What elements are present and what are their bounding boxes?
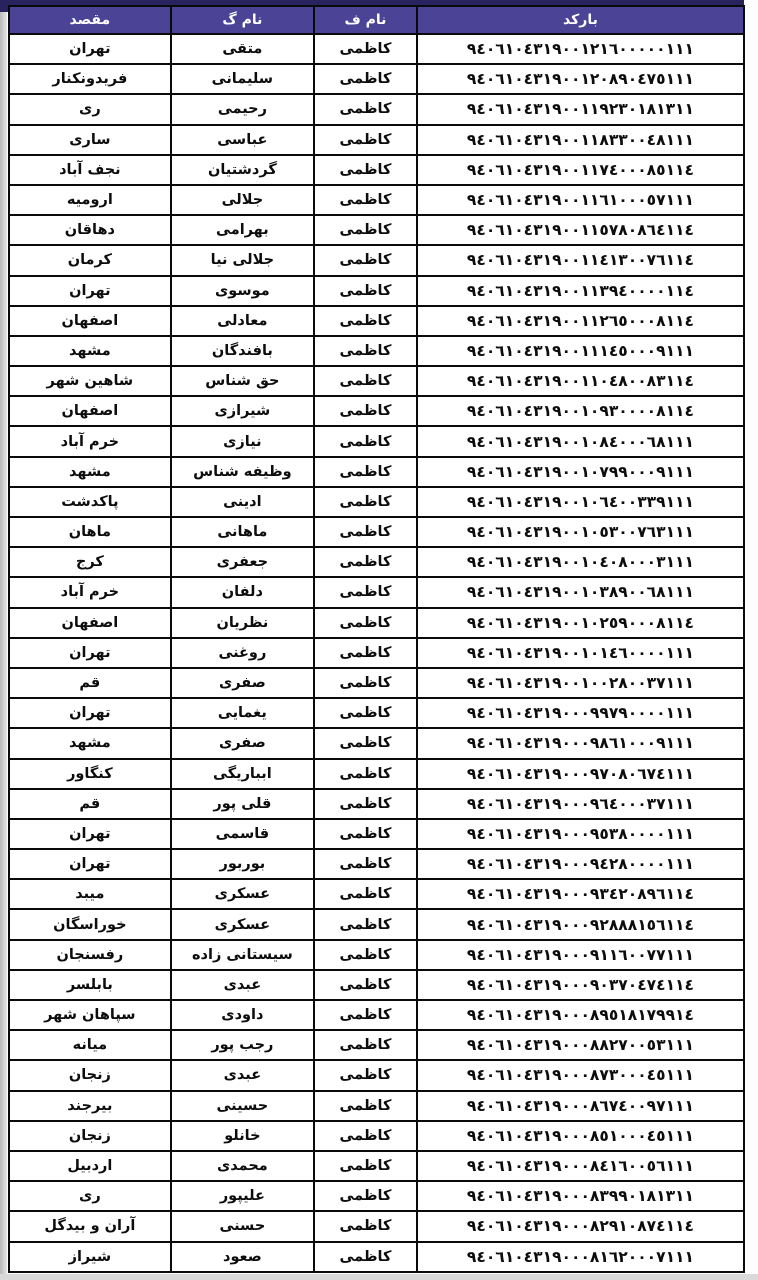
cell-barcode: ٩٤٠٦١٠٤٣١٩٠٠٠٨٦٧٤٠٠٩٧١١١ bbox=[417, 1091, 744, 1121]
cell-receiver: محمدی bbox=[171, 1151, 314, 1181]
cell-receiver: وظیفه شناس bbox=[171, 457, 314, 487]
cell-destination: میانه bbox=[9, 1030, 171, 1060]
cell-receiver: قلی پور bbox=[171, 789, 314, 819]
cell-sender: کاظمی bbox=[314, 276, 417, 306]
column-header-barcode: بارکد bbox=[417, 6, 744, 34]
cell-receiver: بهرامی bbox=[171, 215, 314, 245]
cell-receiver: رحیمی bbox=[171, 94, 314, 124]
cell-destination: دهاقان bbox=[9, 215, 171, 245]
cell-sender: کاظمی bbox=[314, 1181, 417, 1211]
table-row bbox=[9, 879, 744, 909]
cell-sender: کاظمی bbox=[314, 940, 417, 970]
cell-receiver: شیرازی bbox=[171, 396, 314, 426]
shipment-table-sheet bbox=[8, 5, 745, 1273]
cell-sender: کاظمی bbox=[314, 789, 417, 819]
cell-receiver: صعود bbox=[171, 1242, 314, 1272]
cell-sender: کاظمی bbox=[314, 1060, 417, 1090]
cell-barcode: ٩٤٠٦١٠٤٣١٩٠٠١١٢٦٥٠٠٠٨١١٤ bbox=[417, 306, 744, 336]
cell-sender: کاظمی bbox=[314, 487, 417, 517]
cell-receiver: ماهانی bbox=[171, 517, 314, 547]
cell-barcode: ٩٤٠٦١٠٤٣١٩٠٠٠٨٧٣٠٠٠٤٥١١١ bbox=[417, 1060, 744, 1090]
table-row bbox=[9, 789, 744, 819]
cell-sender: کاظمی bbox=[314, 759, 417, 789]
cell-receiver: معادلی bbox=[171, 306, 314, 336]
table-row bbox=[9, 1030, 744, 1060]
cell-receiver: عبدی bbox=[171, 1060, 314, 1090]
cell-barcode: ٩٤٠٦١٠٤٣١٩٠٠٠٩٤٢٨٠٠٠٠١١١ bbox=[417, 849, 744, 879]
cell-sender: کاظمی bbox=[314, 125, 417, 155]
cell-destination: بابلسر bbox=[9, 970, 171, 1000]
cell-destination: تهران bbox=[9, 819, 171, 849]
cell-sender: کاظمی bbox=[314, 34, 417, 64]
cell-receiver: موسوی bbox=[171, 276, 314, 306]
table-row bbox=[9, 1211, 744, 1241]
cell-barcode: ٩٤٠٦١٠٤٣١٩٠٠٠٩٠٣٧٠٤٧٤١١٤ bbox=[417, 970, 744, 1000]
column-header-receiver-name: نام گ bbox=[171, 6, 314, 34]
table-header-row bbox=[9, 6, 744, 34]
cell-destination: زنجان bbox=[9, 1060, 171, 1090]
cell-sender: کاظمی bbox=[314, 1000, 417, 1030]
table-row bbox=[9, 909, 744, 939]
cell-barcode: ٩٤٠٦١٠٤٣١٩٠٠٠٨٤١٦٠٠٥٦١١١ bbox=[417, 1151, 744, 1181]
cell-destination: فریدونکنار bbox=[9, 64, 171, 94]
cell-destination: خوراسگان bbox=[9, 909, 171, 939]
cell-barcode: ٩٤٠٦١٠٤٣١٩٠٠١٠٠٢٨٠٠٣٧١١١ bbox=[417, 668, 744, 698]
table-row bbox=[9, 940, 744, 970]
cell-sender: کاظمی bbox=[314, 396, 417, 426]
table-row bbox=[9, 215, 744, 245]
table-row bbox=[9, 547, 744, 577]
cell-barcode: ٩٤٠٦١٠٤٣١٩٠٠١٠٢٥٩٠٠٠٨١١٤ bbox=[417, 608, 744, 638]
cell-barcode: ٩٤٠٦١٠٤٣١٩٠٠١٠٨٤٠٠٠٦٨١١١ bbox=[417, 426, 744, 456]
cell-receiver: بوربور bbox=[171, 849, 314, 879]
table-row bbox=[9, 94, 744, 124]
cell-destination: کنگاور bbox=[9, 759, 171, 789]
cell-barcode: ٩٤٠٦١٠٤٣١٩٠٠٠٩٩٧٩٠٠٠٠١١١ bbox=[417, 698, 744, 728]
cell-sender: کاظمی bbox=[314, 1242, 417, 1272]
cell-barcode: ٩٤٠٦١٠٤٣١٩٠٠٠٩٥٣٨٠٠٠٠١١١ bbox=[417, 819, 744, 849]
column-header-sender-name: نام ف bbox=[314, 6, 417, 34]
cell-destination: مشهد bbox=[9, 728, 171, 758]
table-row bbox=[9, 1181, 744, 1211]
cell-receiver: عباسی bbox=[171, 125, 314, 155]
table-row bbox=[9, 276, 744, 306]
cell-receiver: خانلو bbox=[171, 1121, 314, 1151]
cell-receiver: ادینی bbox=[171, 487, 314, 517]
table-row bbox=[9, 1060, 744, 1090]
cell-destination: پاکدشت bbox=[9, 487, 171, 517]
cell-barcode: ٩٤٠٦١٠٤٣١٩٠٠١٠٦٤٠٠٣٣٩١١١ bbox=[417, 487, 744, 517]
cell-destination: ماهان bbox=[9, 517, 171, 547]
cell-sender: کاظمی bbox=[314, 1091, 417, 1121]
cell-sender: کاظمی bbox=[314, 1211, 417, 1241]
table-row bbox=[9, 849, 744, 879]
table-row bbox=[9, 668, 744, 698]
cell-destination: مشهد bbox=[9, 336, 171, 366]
cell-sender: کاظمی bbox=[314, 970, 417, 1000]
shipment-table bbox=[8, 5, 745, 1273]
cell-receiver: بافندگان bbox=[171, 336, 314, 366]
cell-destination: اصفهان bbox=[9, 306, 171, 336]
cell-sender: کاظمی bbox=[314, 608, 417, 638]
table-row bbox=[9, 638, 744, 668]
cell-receiver: سلیمانی bbox=[171, 64, 314, 94]
cell-receiver: حق شناس bbox=[171, 366, 314, 396]
cell-destination: شاهین شهر bbox=[9, 366, 171, 396]
table-row bbox=[9, 64, 744, 94]
cell-barcode: ٩٤٠٦١٠٤٣١٩٠٠١١٦١٠٠٠٥٧١١١ bbox=[417, 185, 744, 215]
cell-barcode: ٩٤٠٦١٠٤٣١٩٠٠٠٨١٦٢٠٠٠٧١١١ bbox=[417, 1242, 744, 1272]
table-row bbox=[9, 698, 744, 728]
cell-destination: میبد bbox=[9, 879, 171, 909]
cell-receiver: جلالی bbox=[171, 185, 314, 215]
cell-sender: کاظمی bbox=[314, 668, 417, 698]
cell-barcode: ٩٤٠٦١٠٤٣١٩٠٠١١٧٤٠٠٠٨٥١١٤ bbox=[417, 155, 744, 185]
table-row bbox=[9, 396, 744, 426]
cell-receiver: حسنی bbox=[171, 1211, 314, 1241]
cell-destination: اصفهان bbox=[9, 396, 171, 426]
cell-barcode: ٩٤٠٦١٠٤٣١٩٠٠١١١٤٥٠٠٠٩١١١ bbox=[417, 336, 744, 366]
table-row bbox=[9, 457, 744, 487]
cell-receiver: صفری bbox=[171, 668, 314, 698]
cell-receiver: عسکری bbox=[171, 879, 314, 909]
cell-destination: تهران bbox=[9, 638, 171, 668]
cell-receiver: حسینی bbox=[171, 1091, 314, 1121]
cell-sender: کاظمی bbox=[314, 1121, 417, 1151]
cell-receiver: رجب پور bbox=[171, 1030, 314, 1060]
cell-destination: آران و بیدگل bbox=[9, 1211, 171, 1241]
cell-sender: کاظمی bbox=[314, 457, 417, 487]
table-row bbox=[9, 1242, 744, 1272]
cell-barcode: ٩٤٠٦١٠٤٣١٩٠٠١١٤١٣٠٠٧٦١١٤ bbox=[417, 245, 744, 275]
cell-destination: رفسنجان bbox=[9, 940, 171, 970]
cell-sender: کاظمی bbox=[314, 1030, 417, 1060]
cell-sender: کاظمی bbox=[314, 64, 417, 94]
table-row bbox=[9, 1000, 744, 1030]
table-row bbox=[9, 970, 744, 1000]
table-row bbox=[9, 577, 744, 607]
cell-receiver: صفری bbox=[171, 728, 314, 758]
cell-barcode: ٩٤٠٦١٠٤٣١٩٠٠٠٩٢٨٨٨١٥٦١١٤ bbox=[417, 909, 744, 939]
cell-sender: کاظمی bbox=[314, 336, 417, 366]
cell-sender: کاظمی bbox=[314, 879, 417, 909]
cell-barcode: ٩٤٠٦١٠٤٣١٩٠٠١١٥٧٨٠٨٦٤١١٤ bbox=[417, 215, 744, 245]
cell-destination: تهران bbox=[9, 849, 171, 879]
cell-destination: اصفهان bbox=[9, 608, 171, 638]
table-row bbox=[9, 125, 744, 155]
cell-destination: قم bbox=[9, 789, 171, 819]
table-row bbox=[9, 185, 744, 215]
cell-destination: سپاهان شهر bbox=[9, 1000, 171, 1030]
cell-receiver: عسکری bbox=[171, 909, 314, 939]
cell-sender: کاظمی bbox=[314, 698, 417, 728]
column-header-destination: مقصد bbox=[9, 6, 171, 34]
cell-barcode: ٩٤٠٦١٠٤٣١٩٠٠٠٨٨٢٧٠٠٥٣١١١ bbox=[417, 1030, 744, 1060]
cell-barcode: ٩٤٠٦١٠٤٣١٩٠٠١٠٩٣٠٠٠٠٨١١٤ bbox=[417, 396, 744, 426]
table-row bbox=[9, 517, 744, 547]
cell-receiver: عبدی bbox=[171, 970, 314, 1000]
cell-sender: کاظمی bbox=[314, 909, 417, 939]
cell-receiver: نیازی bbox=[171, 426, 314, 456]
cell-destination: ری bbox=[9, 94, 171, 124]
table-header bbox=[9, 6, 744, 34]
cell-receiver: ابباریگی bbox=[171, 759, 314, 789]
cell-sender: کاظمی bbox=[314, 638, 417, 668]
cell-destination: بیرجند bbox=[9, 1091, 171, 1121]
cell-barcode: ٩٤٠٦١٠٤٣١٩٠٠١١٣٩٤٠٠٠٠١١٤ bbox=[417, 276, 744, 306]
cell-destination: خرم آباد bbox=[9, 577, 171, 607]
cell-sender: کاظمی bbox=[314, 819, 417, 849]
cell-sender: کاظمی bbox=[314, 245, 417, 275]
cell-receiver: دلفان bbox=[171, 577, 314, 607]
cell-barcode: ٩٤٠٦١٠٤٣١٩٠٠١١٨٣٣٠٠٤٨١١١ bbox=[417, 125, 744, 155]
cell-destination: خرم آباد bbox=[9, 426, 171, 456]
cell-destination: کرمان bbox=[9, 245, 171, 275]
cell-destination: قم bbox=[9, 668, 171, 698]
cell-barcode: ٩٤٠٦١٠٤٣١٩٠٠١٠٥٣٠٠٧٦٣١١١ bbox=[417, 517, 744, 547]
cell-sender: کاظمی bbox=[314, 215, 417, 245]
cell-barcode: ٩٤٠٦١٠٤٣١٩٠٠١١٠٤٨٠٠٨٣١١٤ bbox=[417, 366, 744, 396]
cell-sender: کاظمی bbox=[314, 94, 417, 124]
table-row bbox=[9, 366, 744, 396]
table-row bbox=[9, 608, 744, 638]
cell-receiver: داودی bbox=[171, 1000, 314, 1030]
cell-sender: کاظمی bbox=[314, 155, 417, 185]
cell-receiver: جلالی نیا bbox=[171, 245, 314, 275]
cell-barcode: ٩٤٠٦١٠٤٣١٩٠٠٠٨٥١٠٠٠٤٥١١١ bbox=[417, 1121, 744, 1151]
table-row bbox=[9, 426, 744, 456]
table-row bbox=[9, 245, 744, 275]
cell-destination: اردبیل bbox=[9, 1151, 171, 1181]
cell-destination: تهران bbox=[9, 276, 171, 306]
cell-receiver: قاسمی bbox=[171, 819, 314, 849]
cell-sender: کاظمی bbox=[314, 306, 417, 336]
cell-barcode: ٩٤٠٦١٠٤٣١٩٠٠٠٩٧٠٨٠٦٧٤١١١ bbox=[417, 759, 744, 789]
scan-page-left-edge bbox=[0, 0, 7, 1280]
cell-receiver: یغمایی bbox=[171, 698, 314, 728]
cell-barcode: ٩٤٠٦١٠٤٣١٩٠٠٠٩٨٦١٠٠٠٩١١١ bbox=[417, 728, 744, 758]
cell-barcode: ٩٤٠٦١٠٤٣١٩٠٠٠٩٦٤٠٠٠٣٧١١١ bbox=[417, 789, 744, 819]
cell-destination: کرج bbox=[9, 547, 171, 577]
cell-receiver: نظریان bbox=[171, 608, 314, 638]
cell-sender: کاظمی bbox=[314, 577, 417, 607]
cell-sender: کاظمی bbox=[314, 366, 417, 396]
cell-barcode: ٩٤٠٦١٠٤٣١٩٠٠٠٩١١٦٠٠٧٧١١١ bbox=[417, 940, 744, 970]
cell-barcode: ٩٤٠٦١٠٤٣١٩٠٠١٠٣٨٩٠٠٦٨١١١ bbox=[417, 577, 744, 607]
cell-sender: کاظمی bbox=[314, 517, 417, 547]
cell-receiver: متقی bbox=[171, 34, 314, 64]
cell-barcode: ٩٤٠٦١٠٤٣١٩٠٠١١٩٢٣٠١٨١٣١١ bbox=[417, 94, 744, 124]
table-row bbox=[9, 487, 744, 517]
scan-page-bottom-edge bbox=[0, 1274, 758, 1280]
cell-barcode: ٩٤٠٦١٠٤٣١٩٠٠١٢٠٨٩٠٤٧٥١١١ bbox=[417, 64, 744, 94]
cell-destination: شیراز bbox=[9, 1242, 171, 1272]
cell-barcode: ٩٤٠٦١٠٤٣١٩٠٠١٠٧٩٩٠٠٠٩١١١ bbox=[417, 457, 744, 487]
table-row bbox=[9, 1151, 744, 1181]
cell-destination: مشهد bbox=[9, 457, 171, 487]
cell-barcode: ٩٤٠٦١٠٤٣١٩٠٠٠٨٣٩٩٠١٨١٣١١ bbox=[417, 1181, 744, 1211]
table-row bbox=[9, 306, 744, 336]
cell-receiver: روغنی bbox=[171, 638, 314, 668]
cell-destination: تهران bbox=[9, 34, 171, 64]
cell-receiver: گردشتیان bbox=[171, 155, 314, 185]
cell-destination: ری bbox=[9, 1181, 171, 1211]
cell-destination: ساری bbox=[9, 125, 171, 155]
table-row bbox=[9, 728, 744, 758]
cell-destination: ارومیه bbox=[9, 185, 171, 215]
table-body bbox=[9, 34, 744, 1272]
cell-barcode: ٩٤٠٦١٠٤٣١٩٠٠١٢١٦٠٠٠٠٠١١١ bbox=[417, 34, 744, 64]
table-row bbox=[9, 1091, 744, 1121]
cell-receiver: سیستانی زاده bbox=[171, 940, 314, 970]
table-row bbox=[9, 155, 744, 185]
cell-sender: کاظمی bbox=[314, 185, 417, 215]
cell-barcode: ٩٤٠٦١٠٤٣١٩٠٠١٠٤٠٨٠٠٠٣١١١ bbox=[417, 547, 744, 577]
table-row bbox=[9, 34, 744, 64]
table-row bbox=[9, 1121, 744, 1151]
table-row bbox=[9, 336, 744, 366]
cell-barcode: ٩٤٠٦١٠٤٣١٩٠٠٠٨٢٩١٠٨٧٤١١٤ bbox=[417, 1211, 744, 1241]
cell-destination: تهران bbox=[9, 698, 171, 728]
cell-receiver: علیپور bbox=[171, 1181, 314, 1211]
table-row bbox=[9, 819, 744, 849]
cell-destination: نجف آباد bbox=[9, 155, 171, 185]
cell-barcode: ٩٤٠٦١٠٤٣١٩٠٠٠٩٣٤٢٠٨٩٦١١٤ bbox=[417, 879, 744, 909]
cell-sender: کاظمی bbox=[314, 1151, 417, 1181]
cell-sender: کاظمی bbox=[314, 728, 417, 758]
cell-barcode: ٩٤٠٦١٠٤٣١٩٠٠١٠١٤٦٠٠٠٠١١١ bbox=[417, 638, 744, 668]
cell-sender: کاظمی bbox=[314, 849, 417, 879]
cell-sender: کاظمی bbox=[314, 547, 417, 577]
cell-barcode: ٩٤٠٦١٠٤٣١٩٠٠٠٨٩٥١٨١٧٩٩١٤ bbox=[417, 1000, 744, 1030]
table-row bbox=[9, 759, 744, 789]
cell-receiver: جعفری bbox=[171, 547, 314, 577]
cell-sender: کاظمی bbox=[314, 426, 417, 456]
cell-destination: زنجان bbox=[9, 1121, 171, 1151]
